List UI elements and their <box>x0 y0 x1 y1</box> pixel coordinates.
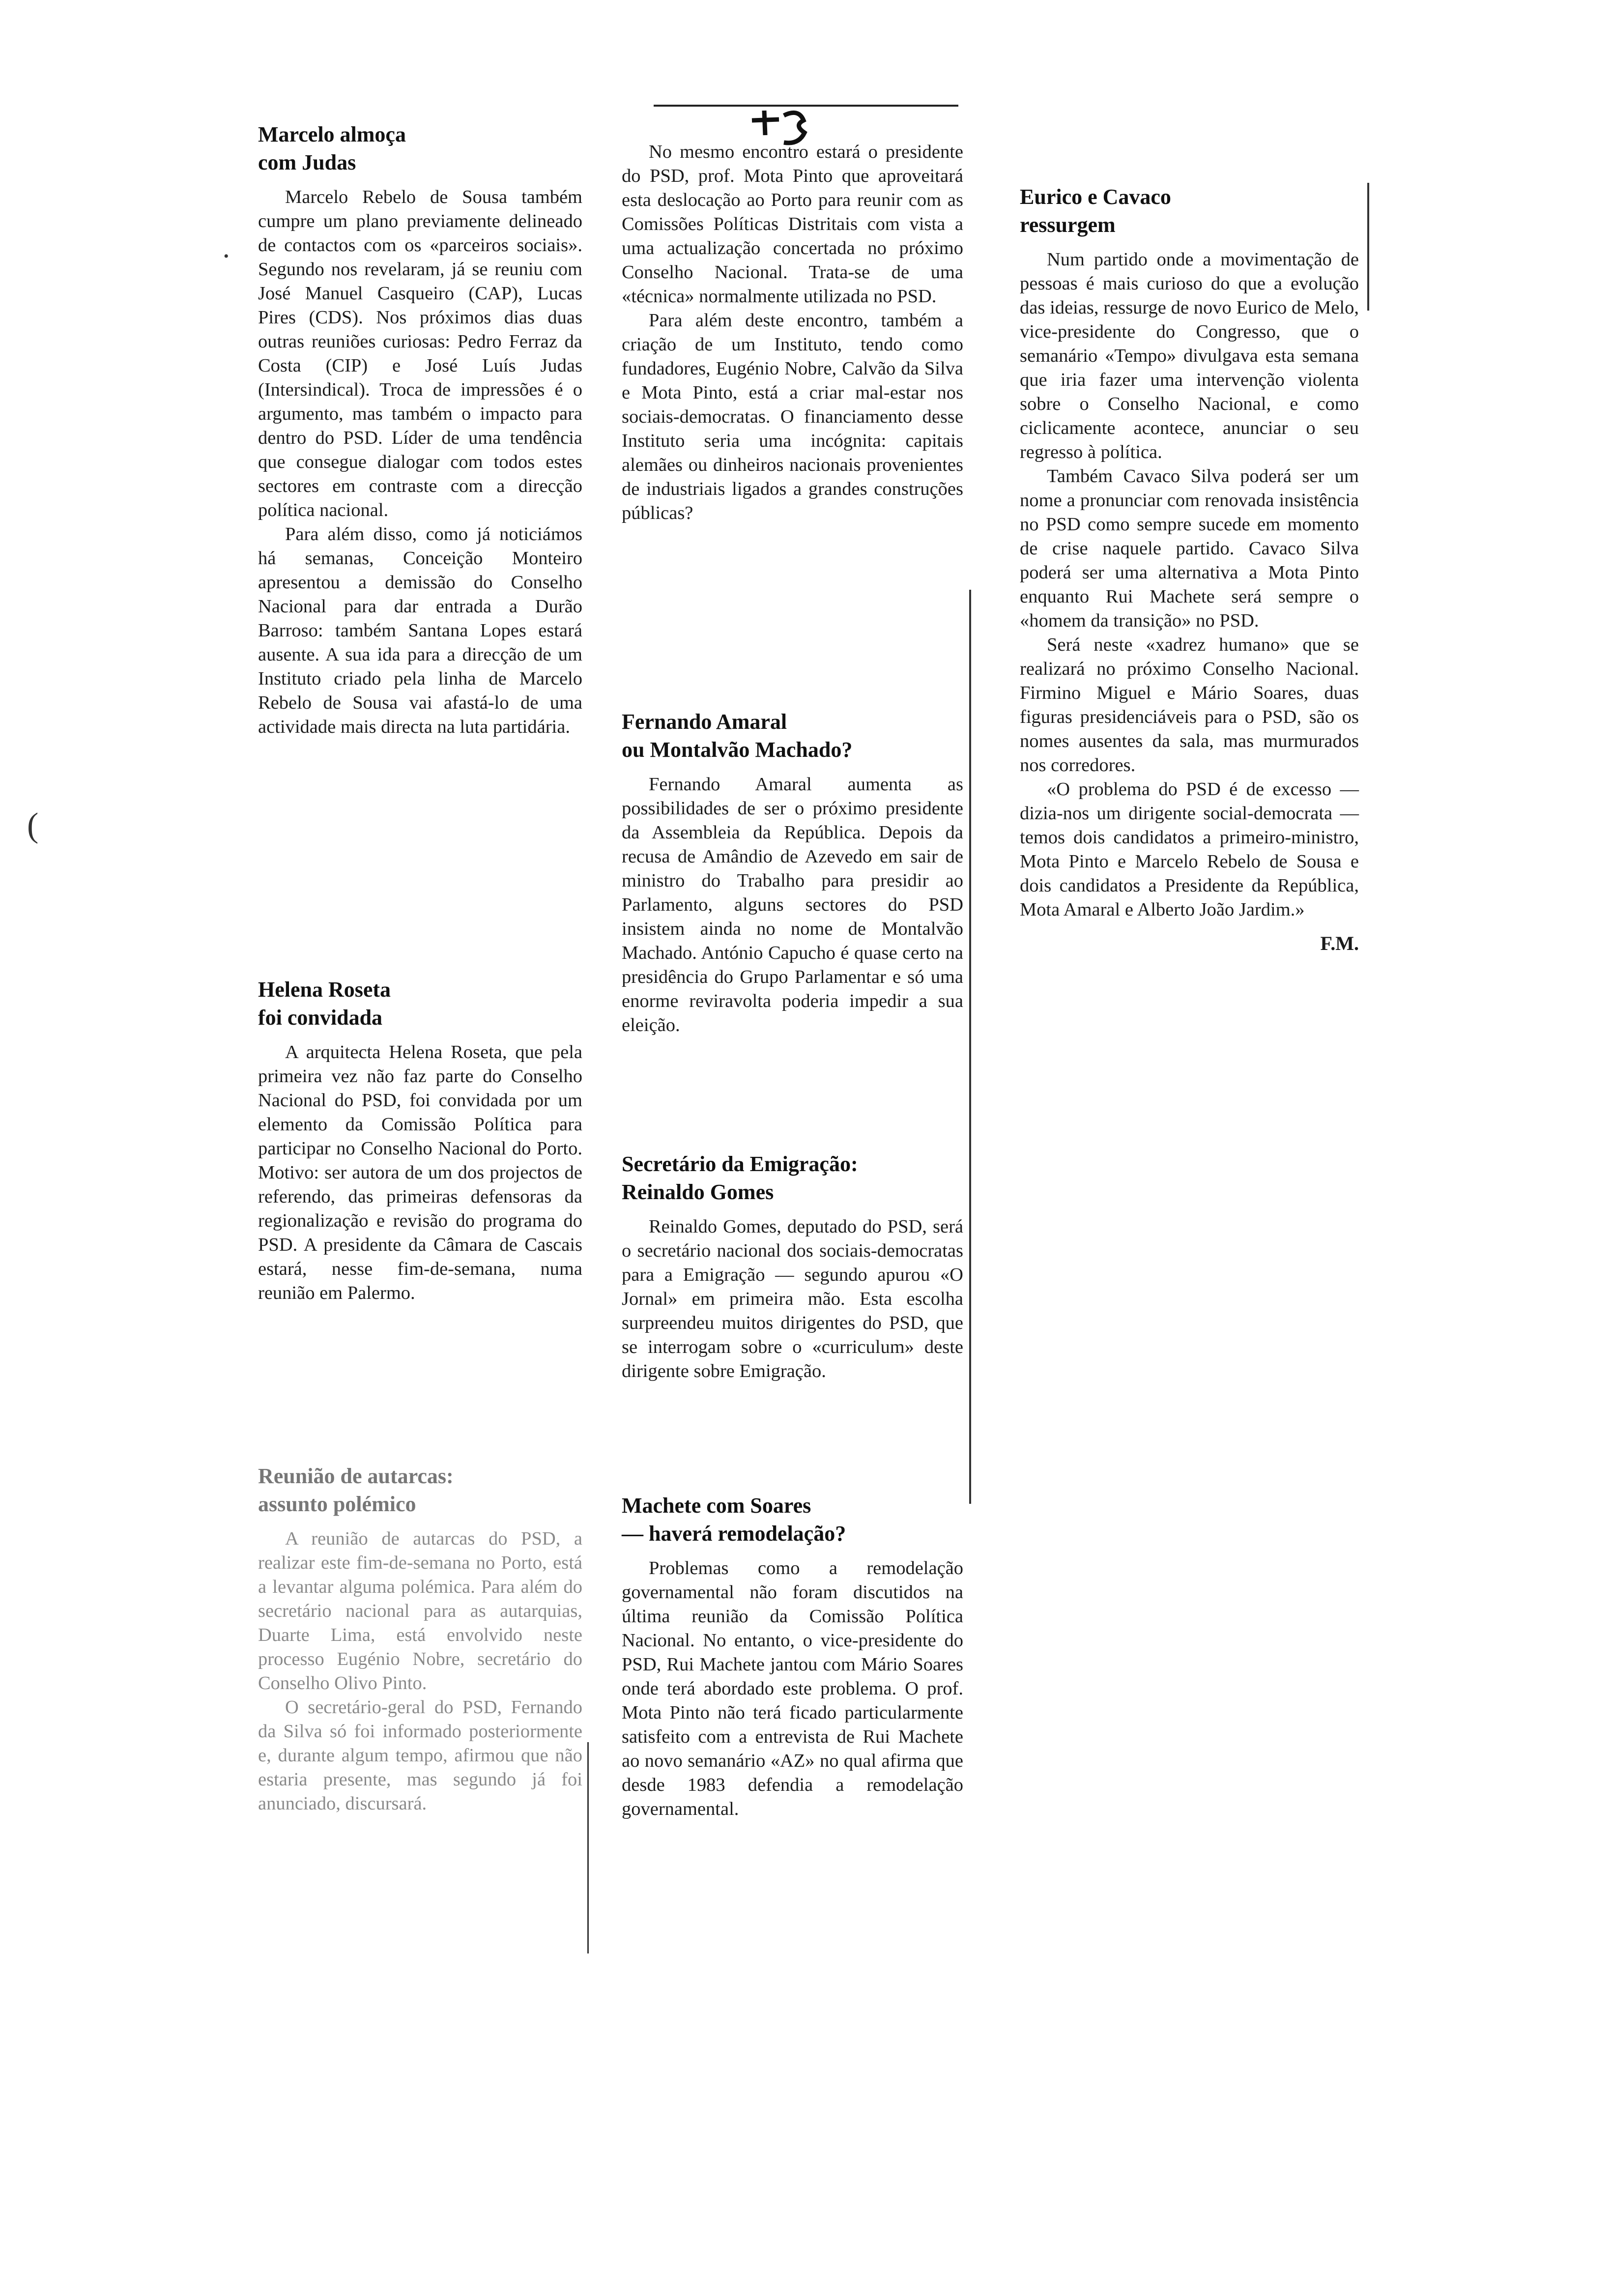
paragraph: «O problema do PSD é de excesso — dizia-nos um dirigente social-democrata — temos dois candidatos a primeiro-ministro, Mota Pinto e Marcelo Rebelo de Sousa e dois candidatos a Presidente da República, Mota Amaral e Alberto João Jardim.» <box>1020 779 1359 920</box>
margin-parenthesis: ( <box>27 806 39 844</box>
bullet-mark: • <box>224 248 229 264</box>
paragraph: Fernando Amaral aumenta as possibilidades de ser o próximo presidente da Assembleia da República. Depois da recusa de Amândio de Azevedo em sair de ministro do Trabalho para presidir ao Parlamento, alguns sectores do PSD insistem ainda no nome de Montalvão Machado. António Capucho é quase certo na presidência do Grupo Parlamentar e só uma enorme reviravolta poderia impedir a sua eleição. <box>622 774 963 1035</box>
headline: Machete com Soares — haverá remodelação? <box>622 1493 846 1546</box>
article-helena-roseta <box>258 976 582 1305</box>
column-divider-3 <box>1367 183 1369 311</box>
paragraph: Também Cavaco Silva poderá ser um nome a pronunciar com renovada insistência no PSD como sempre sucede em momento de crise naquele partido. Cavaco Silva poderá ser uma alternativa a Mota Pinto enquanto Rui Machete será sempre o «homem da transição» no PSD. <box>1020 466 1359 631</box>
article-marcelo <box>258 120 582 739</box>
headline: Secretário da Emigração: Reinaldo Gomes <box>622 1152 858 1204</box>
paragraph: Problemas como a remodelação governamental não foram discutidos na última reunião da Comissão Política Nacional. No entanto, o vice-presidente do PSD, Rui Machete jantou com Mário Soares onde terá abordado este problema. O prof. Mota Pinto não terá ficado particularmente satisfeito com a entrevista de Rui Machete ao novo semanário «AZ» no qual afirma que desde 1983 defendia a remodelação governamental. <box>622 1558 963 1819</box>
paragraph: A arquitecta Helena Roseta, que pela primeira vez não faz parte do Conselho Nacional do PSD, foi convidada por um elemento da Comissão Política para participar no Conselho Nacional do Porto. Motivo: ser autora de um dos projectos de referendo, das primeiras defensoras da regionalização e revisão do programa do PSD. A presidente da Câmara de Cascais estará, nesse fim-de-semana, numa reunião em Palermo. <box>258 1042 582 1303</box>
paragraph: Reinaldo Gomes, deputado do PSD, será o secretário nacional dos sociais-democratas para a Emigração — segundo apurou «O Jornal» em primeira mão. Esta escolha surpreendeu muitos dirigentes do PSD, que se interrogam sobre o «curriculum» deste dirigente sobre Emigração. <box>622 1216 963 1381</box>
headline: Eurico e Cavaco ressurgem <box>1020 185 1171 237</box>
column-divider-1 <box>587 1742 589 1953</box>
column-divider-2 <box>969 590 971 1504</box>
headline: Reunião de autarcas: assunto polémico <box>258 1464 454 1516</box>
author-signature: F.M. <box>1320 932 1359 954</box>
article-fernando-amaral <box>622 708 963 1037</box>
article-secretario-emigracao <box>622 1150 963 1383</box>
paragraph: Para além disso, como já noticiámos há semanas, Conceição Monteiro apresentou a demissão do Conselho Nacional para dar entrada a Durão Barroso: também Santana Lopes estará ausente. A sua ida para a direcção de um Instituto criado pela linha de Marcelo Rebelo de Sousa vai afastá-lo de uma actividade mais directa na luta partidária. <box>258 524 582 737</box>
paragraph: No mesmo encontro estará o presidente do PSD, prof. Mota Pinto que aproveitará esta deslocação ao Porto para reunir com as Comissões Políticas Distritais com vista a uma actualização concertada no próximo Conselho Nacional. Trata-se de uma «técnica» normalmente utilizada no PSD. <box>622 142 963 307</box>
paragraph: Para além deste encontro, também a criação de um Instituto, tendo como fundadores, Eugénio Nobre, Calvão da Silva e Mota Pinto, está a criar mal-estar nos sociais-democratas. O financiamento desse Instituto seria uma incógnita: capitais alemães ou dinheiros nacionais provenientes de industriais ligados a grandes construções públicas? <box>622 310 963 523</box>
paragraph: A reunião de autarcas do PSD, a realizar este fim-de-semana no Porto, está a levantar alguma polémica. Para além do secretário nacional para as autarquias, Duarte Lima, está envolvido neste processo Eugénio Nobre, secretário do Conselho Olivo Pinto. <box>258 1528 582 1693</box>
headline: Fernando Amaral ou Montalvão Machado? <box>622 710 853 762</box>
paragraph: Marcelo Rebelo de Sousa também cumpre um plano previamente delineado de contactos com os «parceiros sociais». Segundo nos revelaram, já se reuniu com José Manuel Casqueiro (CAP), Lucas Pires (CDS). Nos próximos dias duas outras reuniões curiosas: Pedro Ferraz da Costa (CIP) e José Luís Judas (Intersindical). Troca de impressões é o argumento, mas também o impacto para dentro do PSD. Líder de uma tendência que consegue dialogar com todos estes sectores em contraste com a direcção política nacional. <box>258 187 582 520</box>
headline: Helena Roseta foi convidada <box>258 977 391 1030</box>
paragraph: O secretário-geral do PSD, Fernando da Silva só foi informado posteriormente e, durante algum tempo, afirmou que não estaria presente, mas segundo já foi anunciado, discursará. <box>258 1697 582 1814</box>
article-machete-soares <box>622 1492 963 1821</box>
headline: Marcelo almoça com Judas <box>258 122 406 174</box>
article-eurico-cavaco <box>1020 183 1359 955</box>
article-reuniao-autarcas <box>258 1462 582 1816</box>
article-continuation <box>622 140 963 525</box>
paragraph: Num partido onde a movimentação de pessoas é mais curioso do que a evolução das ideias, ressurge de novo Eurico de Melo, vice-presidente do Congresso, que o semanário «Tempo» divulgava esta semana que iria fazer uma intervenção violenta sobre o Conselho Nacional, e como ciclicamente acontece, anunciar o seu regresso à política. <box>1020 249 1359 462</box>
paragraph: Será neste «xadrez humano» que se realizará no próximo Conselho Nacional. Firmino Miguel e Mário Soares, duas figuras presidenciáveis para o PSD, são os nomes ausentes da sala, mas murmurados nos corredores. <box>1020 634 1359 775</box>
